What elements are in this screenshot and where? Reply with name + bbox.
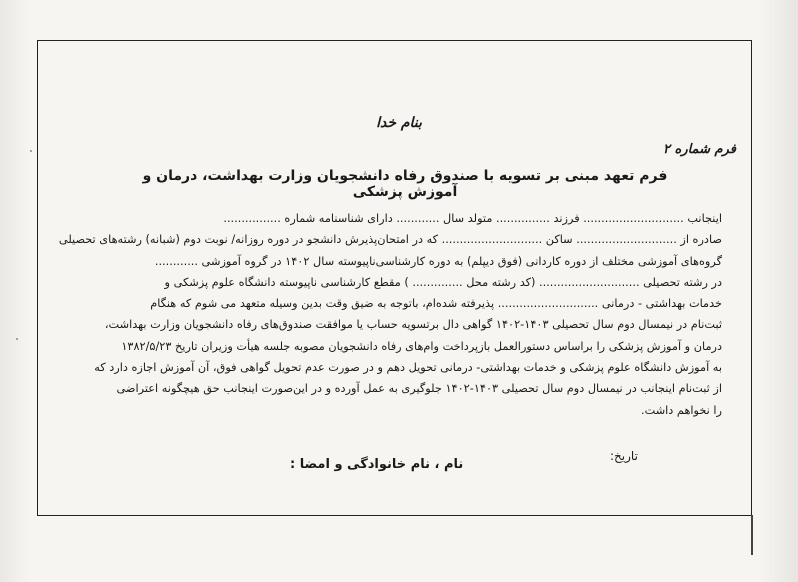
text-line: به آموزش دانشگاه علوم پزشکی و خدمات بهداشتی- درمانی تحویل دهم و در صورت عدم تحویل گواهی فوق، آن آموزش اجازه دارد که	[94, 361, 722, 375]
text-line: را نخواهم داشت.	[641, 403, 722, 417]
text-line: در رشته تحصیلی ............................ (کد رشته محل .............. ) مقطع کارشناسی ناپیوسته دانشگاه علوم پزشکی و	[164, 275, 722, 289]
text-line: اینجانب ............................ فرزند ............... متولد سال ............ دارای شناسنامه شماره ................	[223, 212, 722, 225]
border-line-extension	[751, 515, 753, 555]
text-line: ثبت‌نام در نیمسال دوم سال تحصیلی ۱۴۰۳-۱۴۰۲ گواهی دال برتسویه حساب یا موافقت صندوق‌های رفاه دانشجویان وزارت بهداشت،	[104, 318, 722, 332]
text-line: خدمات بهداشتی - درمانی ............................ پذیرفته شده‌ام، باتوجه به ضیق وقت بدین وسیله متعهد می شوم که هنگام	[150, 297, 722, 311]
form-number: فرم شماره ۲	[663, 142, 736, 157]
text-line: صادره از ............................ ساکن ............................ که در امتحان‌پذیرش دانشجو در دوره روزانه/ نوبت دوم (شبانه) رشته‌های تحصیلی	[58, 233, 722, 247]
scan-speck	[16, 338, 18, 340]
text-line: درمان و آموزش پزشکی را براساس دستورالعمل بازپرداخت وام‌های رفاه دانشجویان مصوبه جلسه هیأت وزیران تاریخ ۱۳۸۲/۵/۲۳	[121, 339, 722, 353]
text-line: گروه‌های آموزشی مختلف از دوره کاردانی (فوق دیپلم) به دوره کارشناسی‌ناپیوسته سال ۱۴۰۲ در گروه آموزشی ............	[154, 254, 722, 268]
date-label: تاریخ:	[610, 449, 638, 463]
scan-speck	[30, 150, 32, 152]
signature-label: نام ، نام خانوادگی و امضا :	[290, 457, 464, 472]
bismillah-heading: بنام خدا	[376, 115, 422, 131]
text-line: از ثبت‌نام اینجانب در نیمسال دوم سال تحصیلی ۱۴۰۳-۱۴۰۲ جلوگیری به عمل آورده و در این‌صورت اینجانب حق هیچگونه اعتراضی	[116, 382, 722, 396]
form-title: فرم تعهد مبنی بر تسویه با صندوق رفاه دانشجویان وزارت بهداشت، درمان و آموزش پزشکی	[142, 168, 668, 200]
commitment-text	[52, 208, 722, 421]
